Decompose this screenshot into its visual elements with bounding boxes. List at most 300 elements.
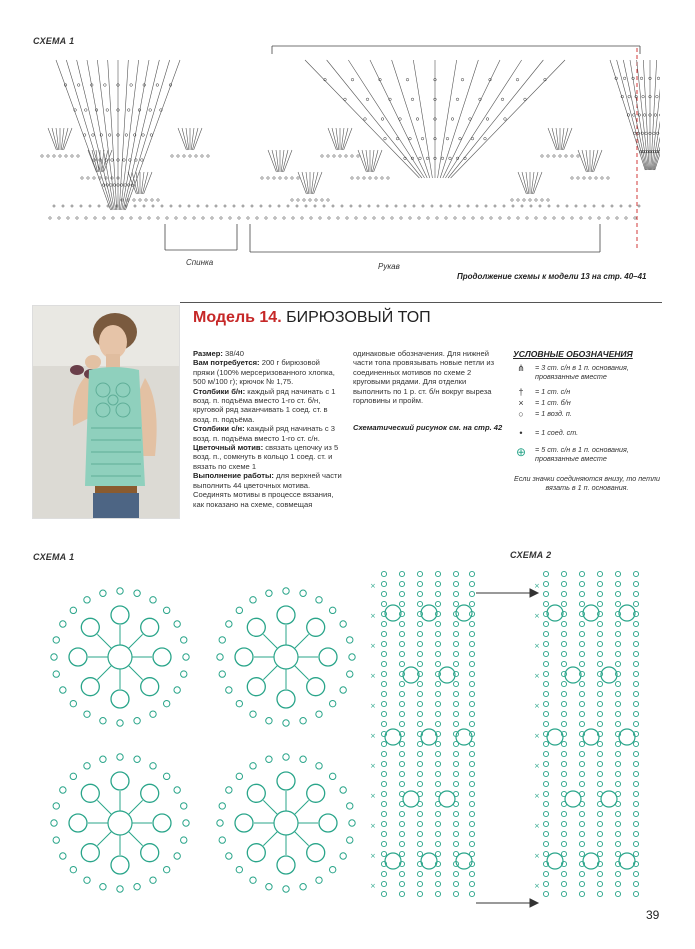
chain-stitch <box>108 134 111 137</box>
chain-stitch <box>351 78 354 81</box>
strip-chain <box>381 671 386 676</box>
chain-stitch <box>296 205 298 207</box>
small-stitch <box>178 128 186 150</box>
sc-marker: × <box>370 702 376 710</box>
small-stitch <box>342 128 348 150</box>
chain-stitch <box>427 217 429 219</box>
chain-stitch <box>517 199 519 201</box>
chain-stitch <box>89 205 91 207</box>
strip-chain <box>561 601 566 606</box>
chain-stitch <box>481 217 483 219</box>
motif-chain <box>349 654 355 660</box>
sc-marker: × <box>370 822 376 830</box>
small-stitch <box>96 150 99 172</box>
motif-chain <box>53 837 59 843</box>
strip-chain <box>579 591 584 596</box>
chain-stitch <box>449 205 451 207</box>
strip-chain <box>597 711 602 716</box>
motif-chain <box>100 590 106 596</box>
strip-chain <box>469 571 474 576</box>
strip-chain <box>597 751 602 756</box>
sc-marker: × <box>534 582 540 590</box>
chain-stitch <box>171 155 173 157</box>
strip-chain <box>633 641 638 646</box>
strip-chain <box>381 851 386 856</box>
chain-stitch <box>112 217 114 219</box>
chain-icon: ○ <box>518 409 524 419</box>
motif-chain <box>100 718 106 724</box>
fan-stitch <box>327 60 422 178</box>
three-dc-together-icon: ⋔ <box>517 363 525 373</box>
motif-spoke <box>263 665 277 679</box>
fan-stitch <box>451 60 565 178</box>
chain-stitch <box>449 157 452 160</box>
flower-motif <box>51 588 189 726</box>
motif-chain <box>117 886 123 892</box>
strip-chain <box>381 601 386 606</box>
sc-marker: × <box>534 642 540 650</box>
strip-chain <box>633 761 638 766</box>
strip-chain <box>399 781 404 786</box>
chain-stitch <box>382 217 384 219</box>
motif-cluster <box>81 618 99 636</box>
back-label: Спинка <box>186 258 214 267</box>
strip-chain <box>453 841 458 846</box>
strip-chain <box>417 641 422 646</box>
motif-chain <box>60 853 66 859</box>
motif-chain <box>300 590 306 596</box>
chain-stitch <box>418 217 420 219</box>
strip-chain <box>561 591 566 596</box>
strip-chain <box>561 771 566 776</box>
chain-stitch <box>637 132 640 135</box>
chain-stitch <box>607 217 609 219</box>
chain-stitch <box>143 205 145 207</box>
motif-chain <box>84 597 90 603</box>
strip-chain <box>399 641 404 646</box>
chain-stitch <box>446 137 449 140</box>
title-rule <box>180 302 662 303</box>
chain-stitch <box>431 205 433 207</box>
model-photo <box>32 305 180 519</box>
chain-stitch <box>623 77 626 80</box>
fan-motif <box>610 60 660 170</box>
chain-stitch <box>503 205 505 207</box>
chain-stitch <box>512 205 514 207</box>
chain-stitch <box>562 217 564 219</box>
small-stitch <box>332 128 338 150</box>
strip-chain <box>579 881 584 886</box>
chain-stitch <box>224 205 226 207</box>
chain-stitch <box>607 177 609 179</box>
motif-chain <box>134 718 140 724</box>
strip-chain <box>561 761 566 766</box>
strip-chain <box>633 661 638 666</box>
chain-stitch <box>628 95 631 98</box>
chain-stitch <box>242 205 244 207</box>
strip-chain <box>435 581 440 586</box>
small-fan-motif <box>511 172 549 201</box>
strip-chain <box>453 881 458 886</box>
sc-marker: × <box>370 882 376 890</box>
strip-chain <box>399 631 404 636</box>
motif-cluster <box>111 772 129 790</box>
sc-marker: × <box>370 612 376 620</box>
strip-chain <box>615 811 620 816</box>
small-stitch <box>62 128 68 150</box>
chain-stitch <box>547 199 549 201</box>
fan-stitch <box>77 60 113 210</box>
continuation-note: Продолжение схемы к модели 13 на стр. 40–41 <box>457 272 647 281</box>
chain-stitch <box>41 155 43 157</box>
chain-stitch <box>583 177 585 179</box>
legend-title: УСЛОВНЫЕ ОБОЗНАЧЕНИЯ <box>513 349 633 359</box>
strip-chain <box>543 601 548 606</box>
work-value: для верхней части выполнить 44 цветочных мотива. Соединять мотивы в процессе вязания, как показано на схеме, совмещая <box>193 471 342 509</box>
motif-cluster <box>307 678 325 696</box>
five-dc-together-icon: ⊕ <box>515 445 527 459</box>
small-stitch <box>594 150 602 172</box>
strip-chain <box>381 841 386 846</box>
strip-cluster <box>421 605 437 621</box>
chain-stitch <box>321 155 323 157</box>
strip-chain <box>597 651 602 656</box>
strip-chain <box>633 821 638 826</box>
chain-stitch <box>291 199 293 201</box>
small-stitch <box>311 172 314 194</box>
strip-chain <box>381 621 386 626</box>
strip-cluster <box>439 667 455 683</box>
strip-chain <box>597 871 602 876</box>
strip-cluster <box>601 791 617 807</box>
strip-chain <box>597 721 602 726</box>
strip-cluster <box>565 667 581 683</box>
motif-spoke <box>128 831 142 845</box>
small-stitch <box>268 150 276 172</box>
small-stitch <box>552 128 558 150</box>
small-stitch <box>374 150 382 172</box>
legend-text-dc: = 1 ст. с/н <box>535 387 571 396</box>
chain-stitch <box>571 155 573 157</box>
sc-marker: × <box>370 762 376 770</box>
chain-stitch <box>459 137 462 140</box>
strip-chain <box>417 691 422 696</box>
fan-motif <box>305 60 565 178</box>
strip-chain <box>561 631 566 636</box>
small-stitch <box>591 150 594 172</box>
strip-chain <box>435 571 440 576</box>
slip-stitch-icon: • <box>519 428 523 438</box>
strip-chain <box>633 851 638 856</box>
top-schema-label: СХЕМА 1 <box>33 36 75 46</box>
strip-chain <box>579 831 584 836</box>
strip-chain <box>579 641 584 646</box>
strip-chain <box>417 851 422 856</box>
chain-stitch <box>238 217 240 219</box>
motif-chain <box>250 711 256 717</box>
sc-label: Столбики б/н: <box>193 386 246 396</box>
motif-chain <box>174 621 180 627</box>
strip-chain <box>399 581 404 586</box>
chain-stitch <box>589 217 591 219</box>
small-stitch <box>341 128 344 150</box>
small-stitch <box>312 172 318 194</box>
strip-chain <box>633 841 638 846</box>
motif-chain <box>250 763 256 769</box>
strip-chain <box>453 591 458 596</box>
strip-chain <box>399 591 404 596</box>
strip-chain <box>615 721 620 726</box>
strip-chain <box>543 581 548 586</box>
small-stitch <box>532 172 538 194</box>
chain-stitch <box>261 177 263 179</box>
strip-chain <box>543 831 548 836</box>
strip-chain <box>417 701 422 706</box>
strip-chain <box>543 591 548 596</box>
strip-chain <box>543 841 548 846</box>
motif-chain <box>150 711 156 717</box>
motif-chain <box>349 820 355 826</box>
small-stitch <box>272 150 278 172</box>
chain-stitch <box>111 159 114 162</box>
motif-chain <box>329 773 335 779</box>
chain-stitch <box>184 217 186 219</box>
sc-marker: × <box>370 852 376 860</box>
motif-cluster <box>307 844 325 862</box>
motif-chain <box>340 853 346 859</box>
motif-chain <box>300 756 306 762</box>
strip-chain <box>381 801 386 806</box>
strip-chain <box>633 741 638 746</box>
chain-stitch <box>368 205 370 207</box>
strip-chain <box>381 741 386 746</box>
chain-stitch <box>291 177 293 179</box>
chain-stitch <box>130 217 132 219</box>
chain-stitch <box>333 155 335 157</box>
strip-chain <box>561 841 566 846</box>
lower-part-chart-right <box>532 568 652 908</box>
legend-text-5dc: = 5 ст. с/н в 1 п. основания, провязанные вместе <box>535 445 629 463</box>
motif-chain <box>60 787 66 793</box>
chain-stitch <box>375 177 377 179</box>
chain-stitch <box>83 134 86 137</box>
small-stitch <box>531 172 534 194</box>
strip-cluster <box>456 729 472 745</box>
strip-chain <box>615 871 620 876</box>
motif-chain <box>266 590 272 596</box>
strip-chain <box>399 621 404 626</box>
strip-chain <box>453 811 458 816</box>
top-crochet-chart <box>40 38 660 268</box>
chain-stitch <box>657 77 660 80</box>
motif-chain <box>329 607 335 613</box>
chain-stitch <box>327 199 329 201</box>
motif-chain <box>226 787 232 793</box>
strip-chain <box>633 891 638 896</box>
motif-chain <box>250 597 256 603</box>
chain-stitch <box>535 199 537 201</box>
chain-stitch <box>406 78 409 81</box>
motif-cluster <box>81 844 99 862</box>
motif-chain <box>219 671 225 677</box>
strip-chain <box>417 751 422 756</box>
chain-stitch <box>471 137 474 140</box>
strip-chain <box>543 621 548 626</box>
chain-stitch <box>364 118 367 121</box>
chain-stitch <box>220 217 222 219</box>
fan-stitch <box>348 60 424 178</box>
strip-chain <box>579 691 584 696</box>
chain-stitch <box>175 217 177 219</box>
motif-chain <box>316 711 322 717</box>
work-label: Выполнение работы: <box>193 471 274 481</box>
chain-stitch <box>211 217 213 219</box>
chain-stitch <box>130 84 133 87</box>
chain-stitch <box>202 217 204 219</box>
motif-cluster <box>277 690 295 708</box>
chain-stitch <box>436 217 438 219</box>
strip-chain <box>561 781 566 786</box>
strip-chain <box>543 821 548 826</box>
motif-chain <box>181 803 187 809</box>
strip-chain <box>597 701 602 706</box>
strip-chain <box>417 721 422 726</box>
chain-stitch <box>139 217 141 219</box>
strip-chain <box>561 571 566 576</box>
strip-chain <box>381 821 386 826</box>
strip-chain <box>561 851 566 856</box>
strip-chain <box>597 781 602 786</box>
strip-chain <box>543 741 548 746</box>
chain-stitch <box>269 205 271 207</box>
strip-cluster <box>385 853 401 869</box>
chain-stitch <box>409 217 411 219</box>
chain-stitch <box>151 199 153 201</box>
col2-link[interactable]: Схематический рисунок см. на стр. 42 <box>353 423 503 433</box>
chain-stitch <box>541 155 543 157</box>
chain-stitch <box>384 137 387 140</box>
strip-chain <box>561 721 566 726</box>
motif-chain <box>70 773 76 779</box>
flower-motif <box>217 588 355 726</box>
strip-chain <box>579 781 584 786</box>
chain-stitch <box>85 217 87 219</box>
strip-chain <box>399 851 404 856</box>
fan-stitch <box>440 60 478 178</box>
motif-chain <box>347 671 353 677</box>
strip-chain <box>561 741 566 746</box>
motif-cluster <box>69 814 87 832</box>
motif-chain <box>329 700 335 706</box>
chain-stitch <box>535 217 537 219</box>
chain-stitch <box>494 205 496 207</box>
strip-chain <box>615 621 620 626</box>
motif-cluster <box>319 814 337 832</box>
strip-chain <box>597 811 602 816</box>
strip-chain <box>579 751 584 756</box>
chain-stitch <box>577 155 579 157</box>
chain-stitch <box>327 155 329 157</box>
strip-chain <box>597 831 602 836</box>
motif-chain <box>117 754 123 760</box>
strip-chain <box>543 791 548 796</box>
strip-cluster <box>385 729 401 745</box>
chain-stitch <box>451 118 454 121</box>
small-stitch <box>302 172 308 194</box>
chain-stitch <box>71 155 73 157</box>
small-stitch <box>592 150 598 172</box>
strip-chain <box>633 871 638 876</box>
strip-chain <box>597 581 602 586</box>
small-stitch <box>518 172 526 194</box>
small-stitch <box>358 150 366 172</box>
chain-stitch <box>301 217 303 219</box>
chain-stitch <box>642 95 645 98</box>
chain-stitch <box>80 205 82 207</box>
strip-chain <box>399 601 404 606</box>
strip-chain <box>453 831 458 836</box>
chain-stitch <box>524 98 527 101</box>
chain-stitch <box>369 177 371 179</box>
chain-stitch <box>49 217 51 219</box>
strip-chain <box>417 821 422 826</box>
strip-chain <box>633 801 638 806</box>
strip-chain <box>417 811 422 816</box>
strip-chain <box>615 781 620 786</box>
strip-chain <box>453 581 458 586</box>
strip-chain <box>399 701 404 706</box>
sc-marker: × <box>534 672 540 680</box>
strip-chain <box>543 681 548 686</box>
chain-stitch <box>634 217 636 219</box>
small-stitch <box>56 128 59 150</box>
motif-cluster <box>247 784 265 802</box>
chain-stitch <box>490 217 492 219</box>
strip-cluster <box>583 605 599 621</box>
motif-cluster <box>247 844 265 862</box>
chain-stitch <box>310 217 312 219</box>
motif-spoke <box>128 665 142 679</box>
chain-stitch <box>366 98 369 101</box>
sc-marker: × <box>370 672 376 680</box>
chain-stitch <box>565 155 567 157</box>
strip-chain <box>417 601 422 606</box>
motif-chain <box>340 787 346 793</box>
motif-cluster <box>153 648 171 666</box>
chain-stitch <box>177 155 179 157</box>
chain-stitch <box>76 217 78 219</box>
chain-stitch <box>526 217 528 219</box>
small-stitch <box>372 150 378 172</box>
strip-chain <box>615 601 620 606</box>
strip-chain <box>399 891 404 896</box>
chain-stitch <box>445 217 447 219</box>
fan-stitch <box>122 60 149 210</box>
chain-stitch <box>472 217 474 219</box>
chain-stitch <box>364 217 366 219</box>
strip-cluster <box>547 729 563 745</box>
chain-stitch <box>504 118 507 121</box>
strip-chain <box>381 831 386 836</box>
small-stitch <box>362 150 368 172</box>
chain-stitch <box>328 217 330 219</box>
strip-chain <box>381 661 386 666</box>
chain-stitch <box>47 155 49 157</box>
chain-stitch <box>387 177 389 179</box>
chain-stitch <box>426 157 429 160</box>
strip-cluster <box>583 729 599 745</box>
chain-stitch <box>279 177 281 179</box>
